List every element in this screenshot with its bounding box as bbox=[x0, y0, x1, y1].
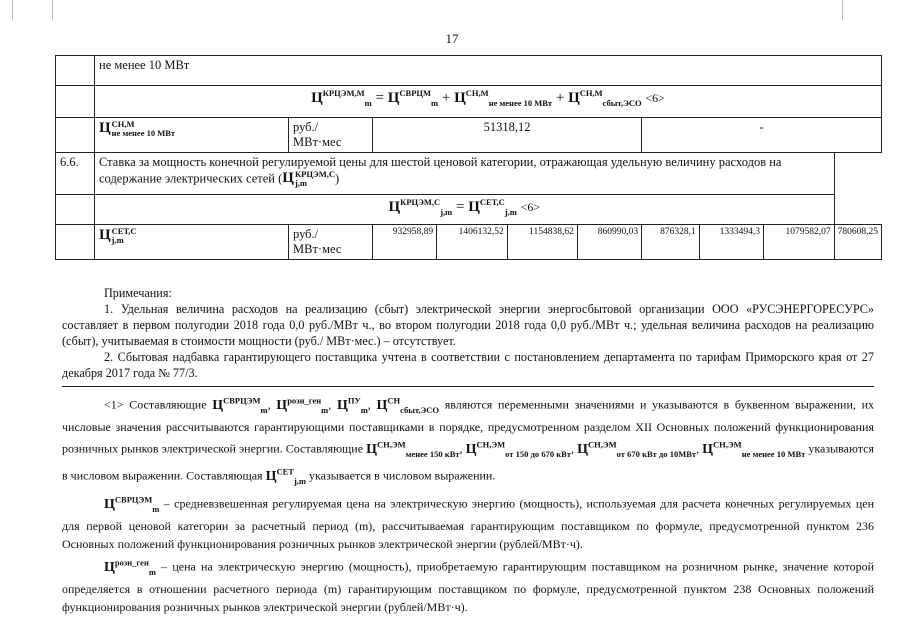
footnote-3: $Ц^{розн\_ген}_m$ – цена на электрическую энергию (мощность), приобретаемую гарантирующим поставщиком на розничном рынке, значение которой определяется в отношении расчетного периода (m) гарантирующим поставщиком по формуле, предусмотренной пунктом 238 Основных положений функционирования розничных рынков электрической энергии (рублей/МВт·ч). bbox=[62, 557, 874, 614]
value-cell: 876328,1 bbox=[642, 225, 700, 260]
value-cell: 860990,03 bbox=[577, 225, 641, 260]
note-1: 1. Удельная величина расходов на реализацию (сбыт) электрической энергии энергосбытовой организации ООО «РУСЭНЕРГОРЕСУРС» составляет в первом полугодии 2018 года 0,0 руб./МВт ч., во втором полугодии 2018 года 0,0 руб./МВт ч.; удельная величина расходов на реализацию (сбыт), учитываемая в стоимости мощности (руб./ МВт·мес.) – отсутствует. bbox=[62, 302, 874, 348]
dash-cell: - bbox=[642, 118, 882, 153]
row-text-min-10mw: не менее 10 МВт bbox=[95, 56, 882, 86]
note-2: 2. Сбытовая надбавка гарантирующего поставщика учтена в соответствии с постановлением департамента по тарифам Приморского края от 27 декабря 2017 года № 77/3. bbox=[62, 350, 874, 380]
value-cell: 1406132,52 bbox=[437, 225, 508, 260]
table-row bbox=[56, 118, 882, 153]
footnote-2: $Ц^{СВРЦЭМ}_m$ – средневзвешенная регулируемая цена на электрическую энергию (мощность), используемая для расчета конечных регулируемых цен для первой ценовой категории за расчетный период (m), рассчитываемая гарантирующим поставщиком по формуле, предусмотренной пунктом 236 Основных положений функционирования розничных рынков электрической энергии (рублей/МВт·ч). bbox=[62, 494, 874, 551]
table-row bbox=[56, 195, 882, 225]
notes-heading: Примечания: bbox=[104, 286, 172, 300]
footnote-1: <1> Составляющие $Ц^{СВРЦЭМ}_m$, $Ц^{розн\_ген}_m$, $Ц^{ПУ}_m$, $Ц^{СН}_{сбыт,ЭСО}$ являются переменными значениями и указываются в буквенном выражении, их числовые значения рассчитываются гарантирующими поставщиками в порядке, предусмотренном разделом XII Основных положений функционирования розничных рынков электрической энергии. Составляющие $Ц^{СН,ЭМ}_{менее 150 кВт}$, $Ц^{СН,ЭМ}_{от 150 до 670 кВт}$, $Ц^{СН,ЭМ}_{от 670 кВт до 10МВт}$, $Ц^{СН,ЭМ}_{не менее 10 МВт}$ указываются в числовом выражении. Составляющая $Ц^{СЕТ}_{j,m}$ указывается в числовом выражении. bbox=[62, 395, 875, 486]
table-row bbox=[56, 86, 882, 118]
table-row bbox=[56, 225, 882, 260]
row-number: 6.6. bbox=[56, 153, 95, 195]
formula-krcem-c: $Ц^{КРЦЭМ,С}_{j,m} = Ц^{СЕТ,С}_{j,m} <6>$ bbox=[95, 195, 835, 225]
scan-edge-mark bbox=[12, 0, 13, 20]
value-cell: 1079582,07 bbox=[763, 225, 834, 260]
value-cell: 1154838,62 bbox=[507, 225, 577, 260]
footnotes bbox=[62, 392, 874, 617]
value-cell: 51318,12 bbox=[373, 118, 642, 153]
unit-cell: руб./ МВт·мес bbox=[289, 118, 373, 153]
scan-edge-mark bbox=[842, 0, 843, 20]
row-description: Ставка за мощность конечной регулируемой цены для шестой ценовой категории, отражающая удельную величину расходов на содержание электрических сетей (Ц КРЦЭМ,С j,m ) bbox=[95, 153, 835, 195]
value-cell: 780608,25 bbox=[834, 225, 881, 260]
formula-krcem-m: $Ц^{КРЦЭМ,М}_m = Ц^{СВРЦМ}_m + Ц^{СН,М}_{не менее 10 МВт} + Ц^{СН,М}_{сбыт,ЭСО} <6>$ bbox=[95, 86, 882, 118]
tariff-table bbox=[55, 55, 882, 260]
page-number: 17 bbox=[445, 31, 459, 46]
scan-edge-mark bbox=[52, 0, 53, 20]
table-row bbox=[56, 56, 882, 86]
symbol-cell: Ц СЕТ,С j,m bbox=[95, 225, 289, 260]
footnote-divider bbox=[62, 386, 874, 387]
symbol-cell: Ц СН,М не менее 10 МВт bbox=[95, 118, 289, 153]
notes-section bbox=[62, 285, 874, 381]
value-cell: 932958,89 bbox=[373, 225, 437, 260]
table-row bbox=[56, 153, 882, 195]
value-cell: 1333494,3 bbox=[699, 225, 763, 260]
unit-cell: руб./ МВт·мес bbox=[289, 225, 373, 260]
